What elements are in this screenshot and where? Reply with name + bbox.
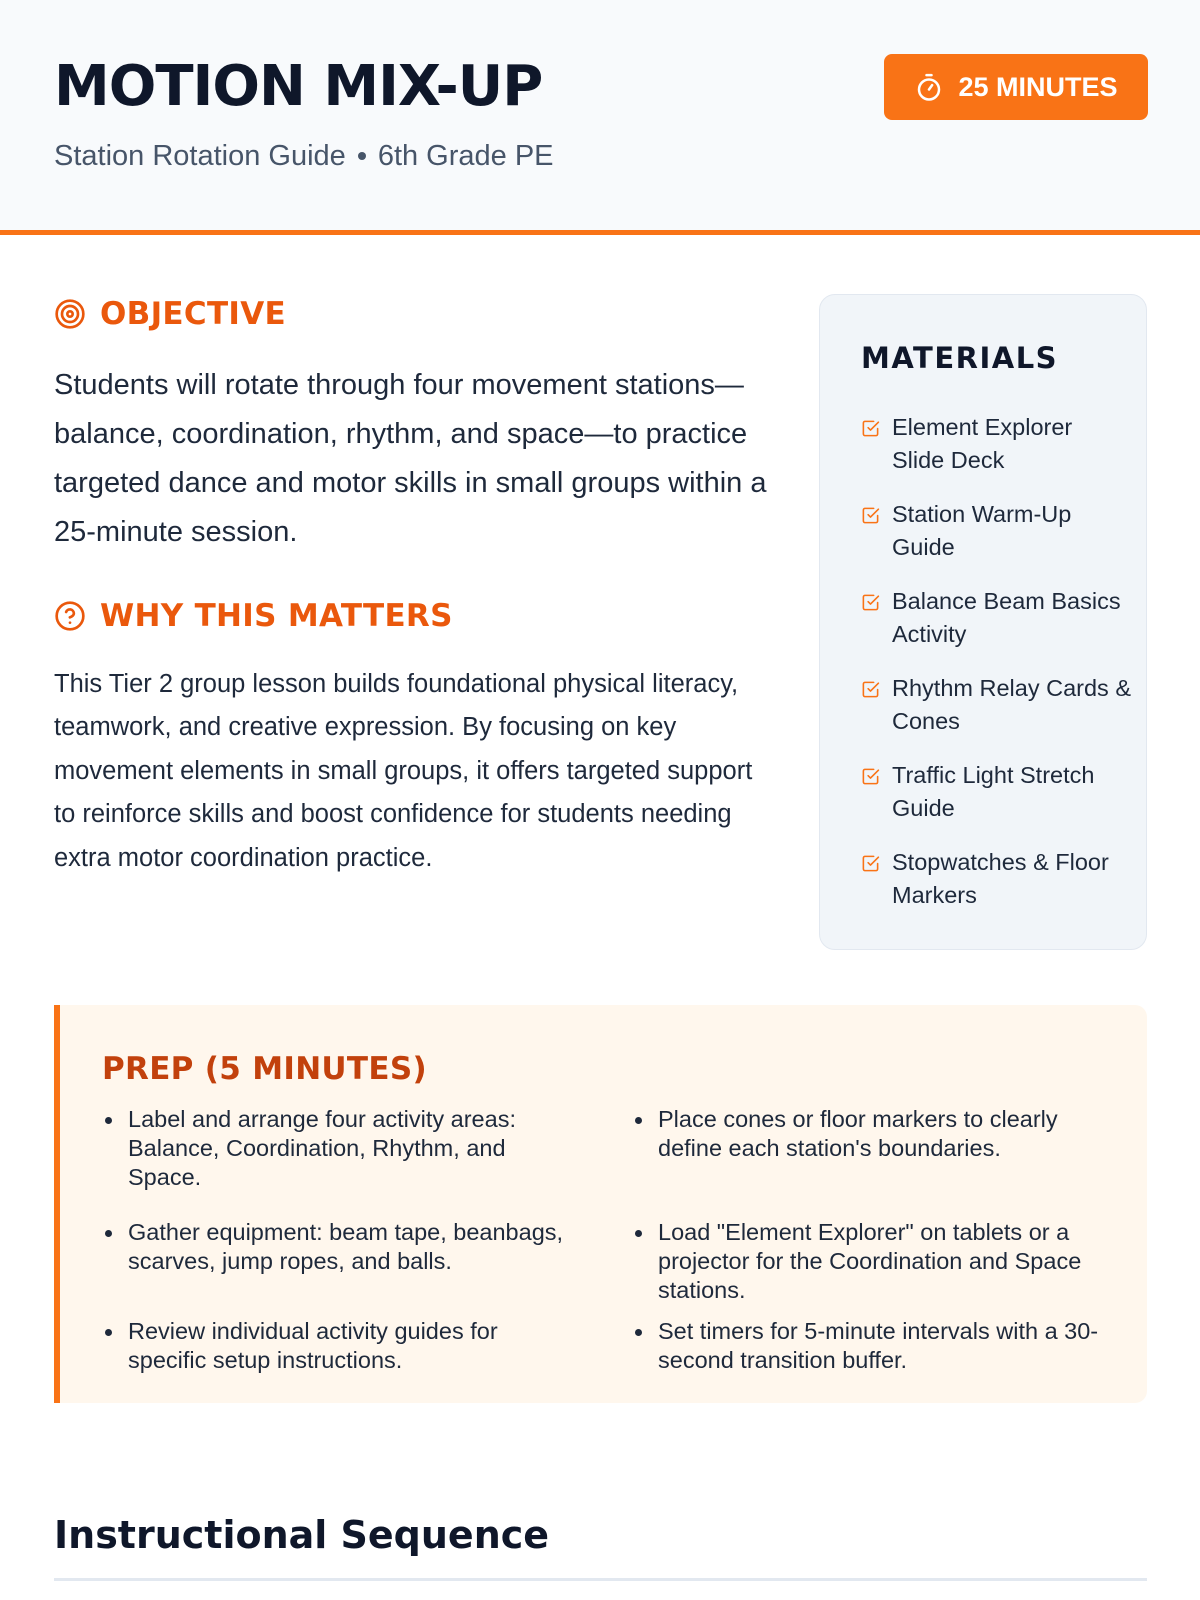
materials-panel xyxy=(819,294,1147,950)
materials-title: MATERIALS xyxy=(861,341,1059,375)
prep-item: Place cones or floor markers to clearly define each station's boundaries. xyxy=(630,1105,1100,1218)
prep-item: Review individual activity guides for specific setup instructions. xyxy=(100,1317,570,1375)
materials-list xyxy=(861,411,1131,933)
prep-item: Set timers for 5-minute intervals with a 30-second transition buffer. xyxy=(630,1317,1100,1375)
subtitle-guide: Station Rotation Guide xyxy=(54,140,346,172)
materials-item-label: Traffic Light Stretch Guide xyxy=(892,762,1095,821)
checkbox-icon xyxy=(861,680,880,699)
subtitle-grade: 6th Grade PE xyxy=(377,140,554,172)
why-heading xyxy=(54,598,453,634)
checkbox-icon xyxy=(861,767,880,786)
objective-text: Students will rotate through four movement stations—balance, coordination, rhythm, and space—to practice targeted dance and motor skills in small groups within a 25-minute session. xyxy=(54,369,767,548)
checkbox-icon xyxy=(861,506,880,525)
stopwatch-icon xyxy=(914,72,944,102)
duration-badge xyxy=(884,54,1148,120)
materials-item-label: Stopwatches & Floor Markers xyxy=(892,849,1109,908)
prep-list-left xyxy=(100,1105,570,1375)
objective-heading-label: OBJECTIVE xyxy=(100,296,286,332)
prep-item: Label and arrange four activity areas: Balance, Coordination, Rhythm, and Space. xyxy=(100,1105,570,1218)
materials-item xyxy=(861,672,1131,759)
page-subtitle xyxy=(54,138,554,174)
prep-item: Load "Element Explorer" on tablets or a projector for the Coordination and Space stations. xyxy=(630,1218,1100,1317)
materials-item-label: Balance Beam Basics Activity xyxy=(892,588,1121,647)
materials-item-label: Element Explorer Slide Deck xyxy=(892,414,1073,473)
prep-list-right xyxy=(630,1105,1100,1375)
page-header xyxy=(0,0,1200,235)
checkbox-icon xyxy=(861,593,880,612)
sequence-divider xyxy=(54,1578,1147,1581)
why-heading-label: WHY THIS MATTERS xyxy=(100,598,453,634)
subtitle-separator-dot xyxy=(358,152,366,160)
prep-item: Gather equipment: beam tape, beanbags, scarves, jump ropes, and balls. xyxy=(100,1218,570,1317)
sequence-heading: Instructional Sequence xyxy=(54,1513,550,1557)
materials-item-label: Rhythm Relay Cards & Cones xyxy=(892,675,1131,734)
materials-item xyxy=(861,846,1131,933)
objective-heading xyxy=(54,296,286,332)
duration-label: 25 MINUTES xyxy=(958,71,1118,102)
prep-panel xyxy=(54,1005,1147,1403)
materials-item xyxy=(861,498,1131,585)
why-text: This Tier 2 group lesson builds foundational physical literacy, teamwork, and creative expression. By focusing on key movement elements in small groups, it offers targeted support to reinforce skills and boost confidence for students needing extra motor coordination practice. xyxy=(54,670,753,872)
prep-title: PREP (5 MINUTES) xyxy=(102,1051,427,1087)
target-icon xyxy=(54,298,86,330)
checkbox-icon xyxy=(861,419,880,438)
page-title: MOTION MIX-UP xyxy=(54,54,543,119)
materials-item xyxy=(861,585,1131,672)
materials-item xyxy=(861,411,1131,498)
question-circle-icon xyxy=(54,600,86,632)
checkbox-icon xyxy=(861,854,880,873)
materials-item-label: Station Warm-Up Guide xyxy=(892,501,1072,560)
materials-item xyxy=(861,759,1131,846)
